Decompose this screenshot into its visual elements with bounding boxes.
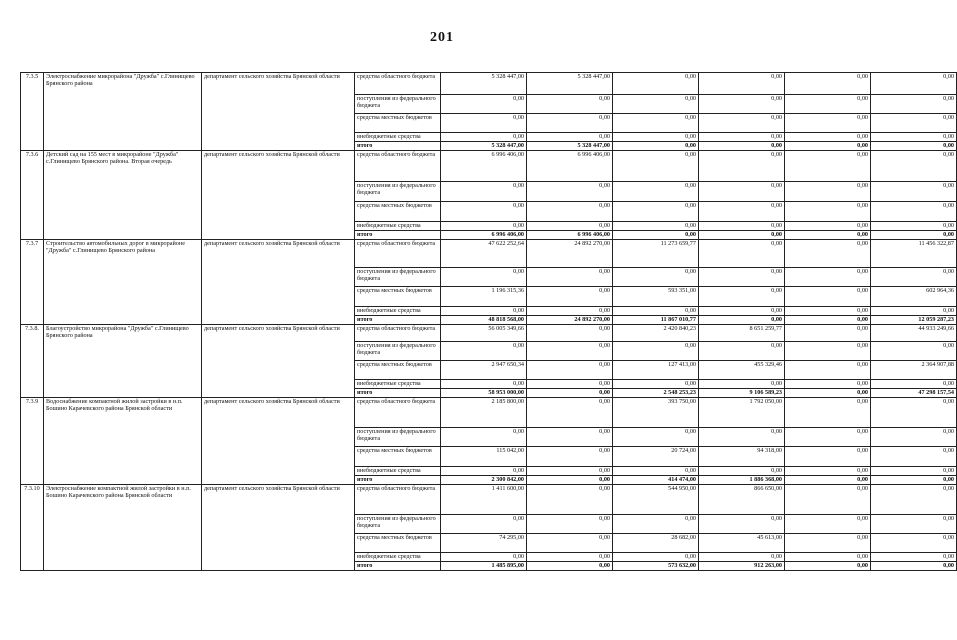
amount-cell: 0,00 [527,515,613,534]
amount-cell: 0,00 [527,553,613,562]
funding-source: итого [355,562,441,571]
amount-cell: 0,00 [699,73,785,95]
amount-cell: 0,00 [441,268,527,287]
funding-source: средства областного бюджета [355,151,441,182]
amount-cell: 0,00 [613,142,699,151]
amount-cell: 6 996 406,00 [527,231,613,240]
amount-cell: 0,00 [785,151,871,182]
amount-cell: 0,00 [699,142,785,151]
funding-source: средства областного бюджета [355,325,441,342]
funding-source: средства областного бюджета [355,485,441,515]
amount-cell: 28 682,00 [613,534,699,553]
amount-cell: 0,00 [699,222,785,231]
funding-source: поступления из федерального бюджета [355,515,441,534]
amount-cell: 0,00 [785,240,871,268]
amount-cell: 5 328 447,00 [527,73,613,95]
amount-cell: 0,00 [871,268,957,287]
amount-cell: 0,00 [699,268,785,287]
amount-cell: 0,00 [871,476,957,485]
funding-source: средства местных бюджетов [355,202,441,222]
amount-cell: 94 318,00 [699,447,785,467]
amount-cell: 5 328 447,00 [527,142,613,151]
amount-cell: 0,00 [613,428,699,447]
amount-cell: 0,00 [441,467,527,476]
funding-source: средства местных бюджетов [355,114,441,133]
amount-cell: 1 411 600,00 [441,485,527,515]
amount-cell: 127 413,00 [613,361,699,380]
amount-cell: 0,00 [785,307,871,316]
amount-cell: 0,00 [699,467,785,476]
amount-cell: 56 005 349,66 [441,325,527,342]
amount-cell: 602 964,36 [871,287,957,307]
amount-cell: 0,00 [613,182,699,202]
amount-cell: 0,00 [785,142,871,151]
amount-cell: 0,00 [527,287,613,307]
amount-cell: 0,00 [699,114,785,133]
amount-cell: 0,00 [785,342,871,361]
table-row [21,73,957,95]
amount-cell: 0,00 [699,182,785,202]
amount-cell: 0,00 [613,114,699,133]
funding-source: средства местных бюджетов [355,287,441,307]
amount-cell: 0,00 [613,342,699,361]
amount-cell: 8 651 259,77 [699,325,785,342]
amount-cell: 0,00 [785,202,871,222]
amount-cell: 0,00 [785,231,871,240]
responsible-department: департамент сельского хозяйства Брянской области [202,73,355,151]
amount-cell: 0,00 [871,182,957,202]
amount-cell: 0,00 [699,133,785,142]
amount-cell: 0,00 [699,95,785,114]
amount-cell: 6 996 406,00 [441,151,527,182]
amount-cell: 6 996 406,00 [441,231,527,240]
amount-cell: 11 456 322,87 [871,240,957,268]
responsible-department: департамент сельского хозяйства Брянской области [202,325,355,398]
amount-cell: 0,00 [785,287,871,307]
funding-source: внебюджетные средства [355,380,441,389]
amount-cell: 2 185 800,00 [441,398,527,428]
responsible-department: департамент сельского хозяйства Брянской области [202,398,355,485]
item-number: 7.3.9 [21,398,44,485]
amount-cell: 0,00 [785,268,871,287]
amount-cell: 0,00 [527,325,613,342]
amount-cell: 0,00 [527,268,613,287]
amount-cell: 0,00 [871,142,957,151]
amount-cell: 0,00 [785,222,871,231]
amount-cell: 0,00 [441,380,527,389]
amount-cell: 0,00 [527,307,613,316]
amount-cell: 0,00 [527,447,613,467]
amount-cell: 0,00 [441,133,527,142]
amount-cell: 0,00 [527,114,613,133]
amount-cell: 0,00 [785,467,871,476]
amount-cell: 0,00 [441,182,527,202]
amount-cell: 0,00 [785,447,871,467]
amount-cell: 5 328 447,00 [441,73,527,95]
amount-cell: 593 351,00 [613,287,699,307]
funding-source: внебюджетные средства [355,467,441,476]
amount-cell: 0,00 [613,268,699,287]
responsible-department: департамент сельского хозяйства Брянской области [202,485,355,571]
item-number: 7.3.5 [21,73,44,151]
amount-cell: 0,00 [527,562,613,571]
amount-cell: 0,00 [785,133,871,142]
amount-cell: 12 059 287,23 [871,316,957,325]
amount-cell: 0,00 [441,553,527,562]
amount-cell: 0,00 [527,202,613,222]
amount-cell: 0,00 [785,485,871,515]
amount-cell: 1 792 050,00 [699,398,785,428]
amount-cell: 0,00 [527,361,613,380]
amount-cell: 0,00 [441,342,527,361]
item-name: Строительство автомобильных дорог в микрорайоне "Дружба" с.Глинищево Брянского района [44,240,202,325]
funding-source: итого [355,389,441,398]
amount-cell: 0,00 [785,316,871,325]
amount-cell: 0,00 [441,428,527,447]
amount-cell: 0,00 [441,307,527,316]
funding-source: поступления из федерального бюджета [355,268,441,287]
amount-cell: 0,00 [527,182,613,202]
amount-cell: 0,00 [613,73,699,95]
amount-cell: 0,00 [871,342,957,361]
amount-cell: 74 295,00 [441,534,527,553]
amount-cell: 0,00 [785,361,871,380]
amount-cell: 0,00 [871,151,957,182]
funding-source: итого [355,316,441,325]
amount-cell: 0,00 [699,240,785,268]
item-name: Электроснабжение микрорайона "Дружба" с.Глинищево Брянского района [44,73,202,151]
amount-cell: 0,00 [871,114,957,133]
table-row [21,151,957,182]
amount-cell: 0,00 [785,95,871,114]
funding-source: внебюджетные средства [355,222,441,231]
amount-cell: 0,00 [613,380,699,389]
funding-source: итого [355,231,441,240]
responsible-department: департамент сельского хозяйства Брянской области [202,151,355,240]
amount-cell: 0,00 [613,553,699,562]
amount-cell: 0,00 [871,307,957,316]
amount-cell: 455 329,46 [699,361,785,380]
amount-cell: 0,00 [441,222,527,231]
amount-cell: 2 420 840,23 [613,325,699,342]
funding-source: средства областного бюджета [355,73,441,95]
amount-cell: 2 947 650,34 [441,361,527,380]
amount-cell: 0,00 [613,231,699,240]
amount-cell: 1 196 315,36 [441,287,527,307]
responsible-department: департамент сельского хозяйства Брянской области [202,240,355,325]
amount-cell: 0,00 [699,553,785,562]
amount-cell: 20 724,00 [613,447,699,467]
amount-cell: 24 892 270,00 [527,240,613,268]
amount-cell: 48 818 568,00 [441,316,527,325]
funding-source: поступления из федерального бюджета [355,182,441,202]
amount-cell: 47 622 252,64 [441,240,527,268]
amount-cell: 0,00 [785,380,871,389]
amount-cell: 0,00 [613,515,699,534]
amount-cell: 573 632,00 [613,562,699,571]
amount-cell: 2 548 253,23 [613,389,699,398]
amount-cell: 45 613,00 [699,534,785,553]
table-body [21,73,957,571]
amount-cell: 0,00 [871,562,957,571]
item-name: Электроснабжение компактной жилой застройки в н.п. Бошино Карачевского района Брянской области [44,485,202,571]
amount-cell: 1 485 895,00 [441,562,527,571]
amount-cell: 0,00 [785,562,871,571]
amount-cell: 2 300 842,00 [441,476,527,485]
table-row [21,240,957,268]
amount-cell: 0,00 [699,342,785,361]
amount-cell: 0,00 [871,534,957,553]
amount-cell: 0,00 [785,553,871,562]
amount-cell: 912 263,00 [699,562,785,571]
amount-cell: 0,00 [613,202,699,222]
amount-cell: 0,00 [441,95,527,114]
amount-cell: 0,00 [699,231,785,240]
amount-cell: 9 106 589,23 [699,389,785,398]
amount-cell: 0,00 [527,476,613,485]
amount-cell: 0,00 [699,428,785,447]
amount-cell: 0,00 [871,231,957,240]
amount-cell: 0,00 [527,428,613,447]
amount-cell: 0,00 [699,307,785,316]
budget-table [20,72,957,571]
funding-source: внебюджетные средства [355,553,441,562]
amount-cell: 544 950,00 [613,485,699,515]
item-name: Водоснабжение компактной жилой застройки в н.п. Бошино Карачевского района Брянской области [44,398,202,485]
funding-source: поступления из федерального бюджета [355,428,441,447]
amount-cell: 0,00 [613,133,699,142]
amount-cell: 0,00 [785,476,871,485]
amount-cell: 0,00 [527,467,613,476]
amount-cell: 0,00 [527,133,613,142]
amount-cell: 0,00 [871,95,957,114]
amount-cell: 5 328 447,00 [441,142,527,151]
amount-cell: 0,00 [613,222,699,231]
funding-source: средства областного бюджета [355,240,441,268]
item-number: 7.3.6 [21,151,44,240]
amount-cell: 0,00 [871,133,957,142]
amount-cell: 0,00 [527,342,613,361]
amount-cell: 0,00 [871,485,957,515]
funding-source: итого [355,142,441,151]
amount-cell: 58 953 000,00 [441,389,527,398]
item-name: Благоустройство микрорайона "Дружба" с.Глинищево Брянского района [44,325,202,398]
amount-cell: 0,00 [871,428,957,447]
amount-cell: 44 933 249,66 [871,325,957,342]
amount-cell: 0,00 [699,380,785,389]
amount-cell: 0,00 [785,182,871,202]
amount-cell: 0,00 [699,515,785,534]
page-number: 201 [430,30,454,45]
amount-cell: 0,00 [785,428,871,447]
amount-cell: 0,00 [527,398,613,428]
amount-cell: 0,00 [871,515,957,534]
funding-source: средства местных бюджетов [355,534,441,553]
amount-cell: 6 996 406,00 [527,151,613,182]
funding-source: средства местных бюджетов [355,447,441,467]
item-number: 7.3.7 [21,240,44,325]
funding-source: итого [355,476,441,485]
amount-cell: 0,00 [699,287,785,307]
table-row [21,325,957,342]
amount-cell: 0,00 [699,202,785,222]
amount-cell: 0,00 [785,73,871,95]
amount-cell: 0,00 [527,222,613,231]
funding-source: поступления из федерального бюджета [355,95,441,114]
amount-cell: 0,00 [527,534,613,553]
amount-cell: 0,00 [871,553,957,562]
amount-cell: 414 474,00 [613,476,699,485]
amount-cell: 47 298 157,54 [871,389,957,398]
amount-cell: 0,00 [871,222,957,231]
amount-cell: 0,00 [613,151,699,182]
item-number: 7.3.8. [21,325,44,398]
amount-cell: 0,00 [527,485,613,515]
table-row [21,485,957,515]
amount-cell: 0,00 [785,534,871,553]
amount-cell: 0,00 [785,325,871,342]
amount-cell: 0,00 [527,380,613,389]
amount-cell: 0,00 [785,114,871,133]
amount-cell: 393 750,00 [613,398,699,428]
table-row [21,398,957,428]
amount-cell: 24 892 270,00 [527,316,613,325]
amount-cell: 0,00 [871,202,957,222]
item-number: 7.3.10 [21,485,44,571]
amount-cell: 0,00 [613,307,699,316]
amount-cell: 0,00 [699,151,785,182]
amount-cell: 115 042,00 [441,447,527,467]
funding-source: средства областного бюджета [355,398,441,428]
funding-source: внебюджетные средства [355,307,441,316]
amount-cell: 2 364 907,88 [871,361,957,380]
amount-cell: 0,00 [527,95,613,114]
funding-source: внебюджетные средства [355,133,441,142]
amount-cell: 11 273 659,77 [613,240,699,268]
item-name: Детский сад на 155 мест в микрорайоне "Дружба" с.Глинищево Брянского района. Вторая очередь [44,151,202,240]
amount-cell: 1 886 368,00 [699,476,785,485]
amount-cell: 0,00 [871,467,957,476]
amount-cell: 0,00 [785,515,871,534]
amount-cell: 0,00 [441,114,527,133]
funding-source: средства местных бюджетов [355,361,441,380]
amount-cell: 0,00 [441,202,527,222]
amount-cell: 0,00 [871,447,957,467]
amount-cell: 0,00 [699,316,785,325]
funding-source: поступления из федерального бюджета [355,342,441,361]
amount-cell: 0,00 [785,398,871,428]
amount-cell: 0,00 [871,398,957,428]
amount-cell: 0,00 [527,389,613,398]
amount-cell: 0,00 [785,389,871,398]
amount-cell: 0,00 [613,95,699,114]
amount-cell: 0,00 [871,73,957,95]
amount-cell: 0,00 [441,515,527,534]
amount-cell: 0,00 [613,467,699,476]
amount-cell: 0,00 [871,380,957,389]
amount-cell: 11 867 010,77 [613,316,699,325]
amount-cell: 866 650,00 [699,485,785,515]
